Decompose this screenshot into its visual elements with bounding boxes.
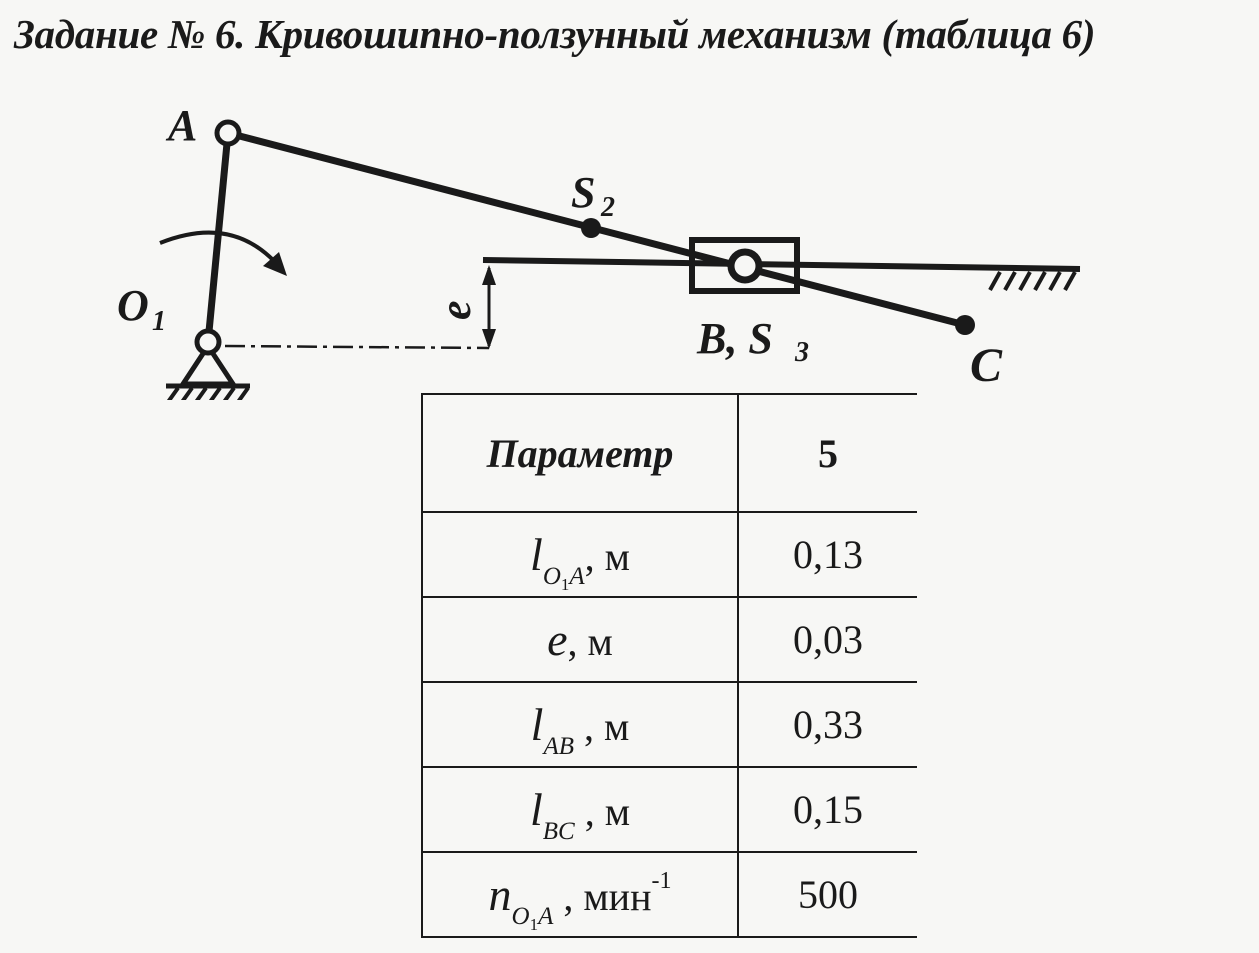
table-header-row	[422, 394, 917, 512]
value-cell	[738, 852, 917, 937]
dimension-arrow-up	[482, 265, 496, 285]
crank-link	[208, 133, 228, 342]
param-unit: , м	[567, 619, 613, 664]
param-superscript: -1	[651, 868, 672, 894]
header-param-cell	[422, 394, 738, 512]
param-symbol: l	[530, 699, 544, 750]
param-value: 0,13	[793, 532, 863, 577]
param-subscript: BC	[542, 818, 575, 845]
param-subscript-end: A	[538, 903, 554, 930]
point-S2	[581, 218, 601, 238]
param-cell	[422, 767, 738, 852]
value-cell	[738, 512, 917, 597]
label-S2: S	[571, 168, 596, 217]
label-e: e	[431, 300, 480, 320]
param-subscript-end: A	[569, 563, 585, 590]
param-unit: , м	[584, 534, 630, 579]
joint-O1	[197, 331, 219, 353]
joint-A	[217, 122, 239, 144]
value-cell	[738, 682, 917, 767]
param-cell	[422, 597, 738, 682]
joint-B	[731, 252, 759, 280]
param-subscript: O	[542, 563, 561, 590]
param-symbol: n	[488, 869, 512, 920]
table-row	[422, 597, 917, 682]
label-C: C	[970, 339, 1003, 392]
dimension-arrow-down	[482, 329, 496, 349]
table-row	[422, 767, 917, 852]
param-cell	[422, 852, 738, 937]
param-unit: , м	[574, 789, 631, 834]
table-row	[422, 852, 917, 937]
param-subscript: AB	[543, 733, 574, 760]
param-value: 0,03	[793, 617, 863, 662]
param-value: 500	[798, 872, 858, 917]
ground-hatch-left	[168, 388, 248, 400]
label-O1-sub: 1	[152, 306, 166, 337]
param-subscript-index: 1	[560, 575, 570, 594]
table-row	[422, 512, 917, 597]
page-title: Задание № 6. Кривошипно-ползунный механизм (таблица 6)	[14, 11, 1096, 57]
param-subscript-index: 1	[529, 915, 539, 934]
param-subscript: O	[511, 903, 530, 930]
centerline	[225, 346, 489, 348]
header-variant-cell	[738, 394, 917, 512]
param-unit: , м	[574, 704, 630, 749]
label-O1: O	[117, 281, 149, 330]
table-row	[422, 682, 917, 767]
label-A: A	[168, 101, 198, 150]
param-symbol: l	[530, 529, 543, 580]
ground-hatch-right	[990, 272, 1075, 290]
param-value: 0,15	[793, 787, 863, 832]
parameter-table-wrapper	[421, 393, 917, 938]
slider-guide	[483, 260, 1080, 269]
value-cell	[738, 767, 917, 852]
mechanism-diagram	[0, 0, 1259, 400]
param-symbol: l	[529, 784, 543, 835]
label-S2-sub: 2	[601, 192, 615, 223]
header-variant: 5	[818, 430, 838, 476]
param-symbol: e	[547, 614, 568, 665]
param-value: 0,33	[793, 702, 863, 747]
param-cell	[422, 512, 738, 597]
param-unit: , мин	[553, 874, 652, 919]
param-cell	[422, 682, 738, 767]
point-C	[955, 315, 975, 335]
label-B-S3: B, S	[697, 314, 773, 363]
value-cell	[738, 597, 917, 682]
label-B-S3-sub: 3	[795, 337, 809, 368]
parameter-table	[421, 393, 917, 938]
header-param: Параметр	[486, 430, 674, 476]
